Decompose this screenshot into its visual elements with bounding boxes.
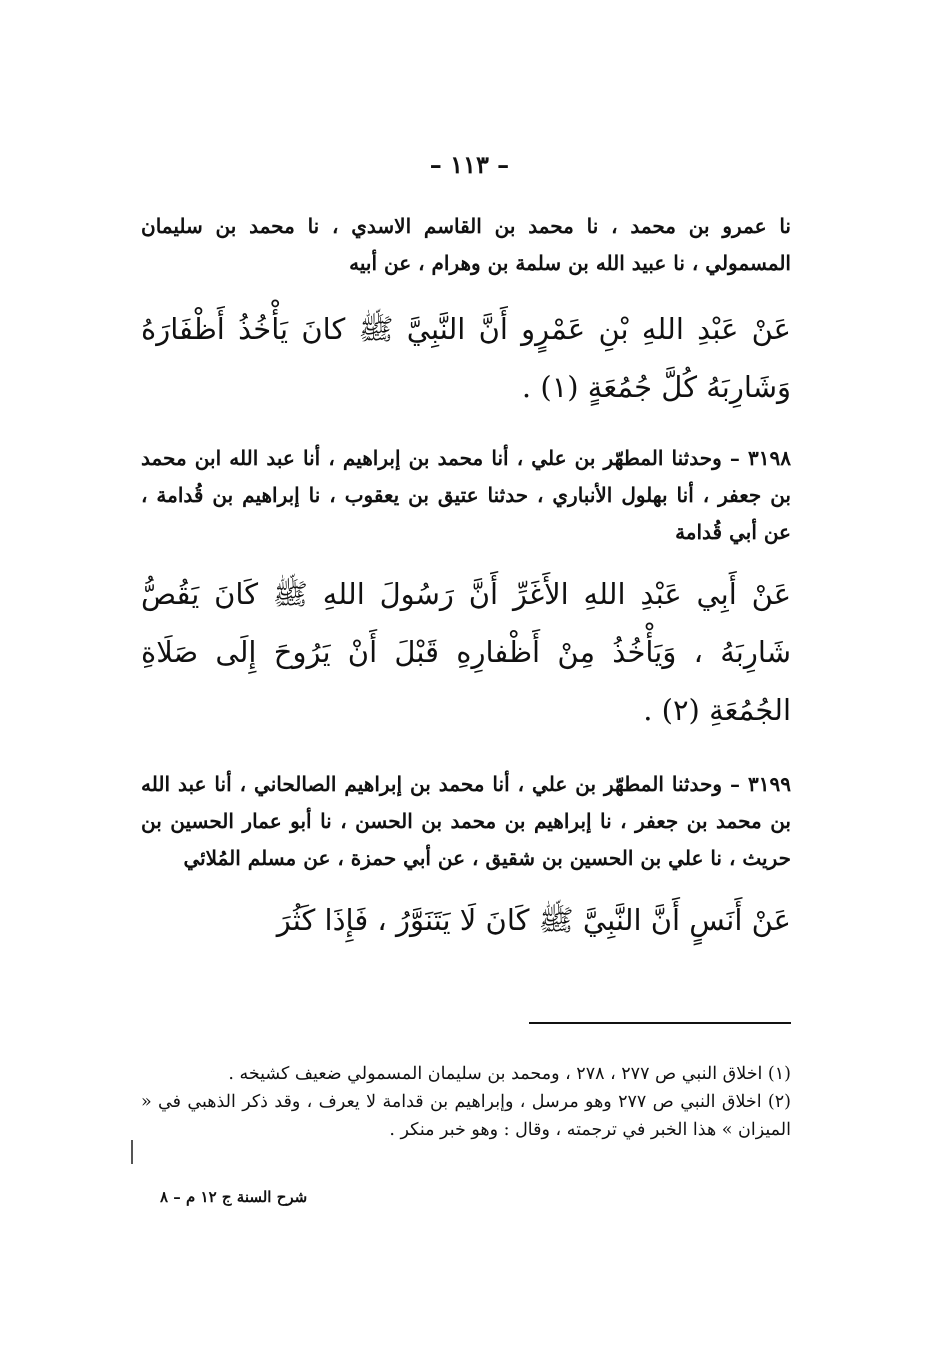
hadith-text: عَنْ أَبِي عَبْدِ اللهِ الأَغَرِّ أَنَّ رَسُولَ اللهِ ﷺ كَانَ يَقُصُّ شَارِبَهُ ، وَيَأْخُذُ مِنْ أَظْفارِهِ قَبْلَ أَنْ يَرُوحَ إِلَى صَلَاةِ الجُمُعَةِ (٢) . (141, 577, 791, 727)
page-number: – ١١٣ – (429, 150, 510, 179)
footnotes (141, 1060, 791, 1144)
hadith-entry (141, 208, 791, 416)
isnad-chain: نا عمرو بن محمد ، نا محمد بن القاسم الاسدي ، نا محمد بن سليمان المسمولي ، نا عبيد الله بن سلمة بن وهرام ، عن أبيه (141, 214, 791, 275)
hadith-entry (141, 766, 791, 949)
footnote-divider (529, 1022, 791, 1024)
hadith-text: عَنْ عَبْدِ اللهِ بْنِ عَمْرٍو أَنَّ النَّبِيَّ ﷺ كانَ يَأْخُذُ أَظْفَارَهُ وَشَارِبَهُ كُلَّ جُمُعَةٍ (١) . (141, 312, 791, 404)
isnad-chain: ٣١٩٨ – وحدثنا المطهّر بن علي ، أنا محمد بن إبراهيم ، أنا عبد الله ابن محمد بن جعفر ، أنا بهلول الأنباري ، حدثنا عتيق بن يعقوب ، نا إبراهيم بن قُدامة ، عن أبي قُدامة (141, 446, 791, 544)
isnad-chain: ٣١٩٩ – وحدثنا المطهّر بن علي ، أنا محمد بن إبراهيم الصالحاني ، أنا عبد الله بن محمد بن جعفر ، نا إبراهيم بن محمد بن الحسن ، نا أبو عمار الحسين بن حريث ، نا علي بن الحسين بن شقيق ، عن أبي حمزة ، عن مسلم المُلائي (141, 772, 791, 870)
footnote: (١) اخلاق النبي ص ٢٧٧ ، ٢٧٨ ، ومحمد بن سليمان المسمولي ضعيف كشيخه . (228, 1064, 791, 1084)
signature-mark: شرح السنة ج ١٢ م – ٨ (160, 1188, 308, 1206)
footnote: (٢) اخلاق النبي ص ٢٧٧ وهو مرسل ، وإبراهيم بن قدامة لا يعرف ، وقد ذكر الذهبي في « الميزان » هذا الخبر في ترجمته ، وقال : وهو خبر منكر . (141, 1092, 791, 1140)
hadith-text: عَنْ أَنَسٍ أَنَّ النَّبِيَّ ﷺ كَانَ لَا يَتَنَوَّرُ ، فَإِذَا كَثُرَ (276, 903, 791, 937)
hadith-entry (141, 440, 791, 739)
margin-mark (131, 1140, 133, 1164)
